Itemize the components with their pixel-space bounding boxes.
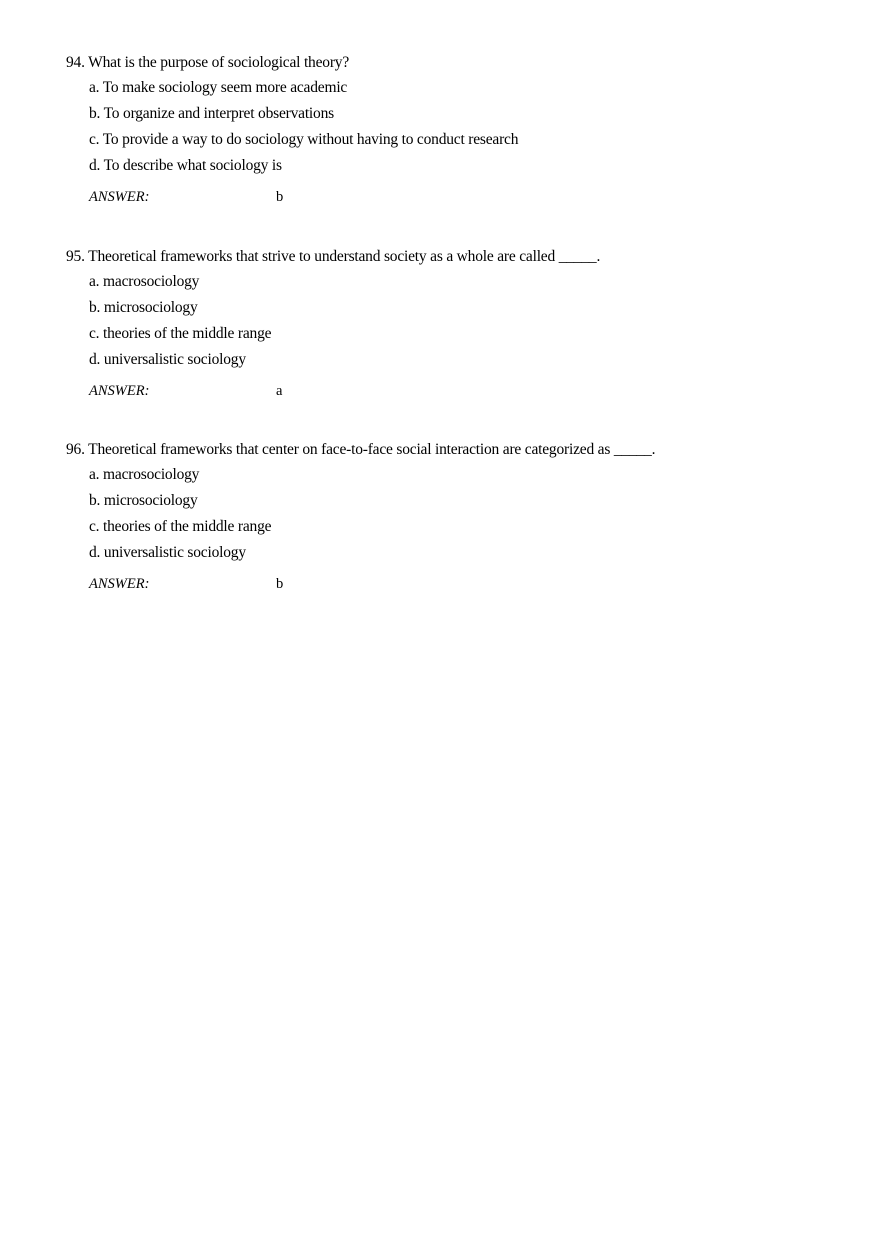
choice-d: d. To describe what sociology is (89, 157, 282, 174)
answer-label: ANSWER: (89, 576, 150, 592)
answer-label: ANSWER: (89, 189, 150, 205)
answer-label: ANSWER: (89, 383, 150, 399)
question-stem: 96. Theoretical frameworks that center on face-to-face social interaction are categorized as _____. (66, 441, 656, 458)
choice-b: b. To organize and interpret observations (89, 105, 334, 122)
answer-row (66, 187, 846, 209)
question-stem: 95. Theoretical frameworks that strive to understand society as a whole are called _____. (66, 248, 601, 265)
choice-a: a. macrosociology (89, 466, 200, 483)
question-stem: 94. What is the purpose of sociological theory? (66, 54, 350, 71)
answer-row (66, 574, 846, 596)
choice-list (66, 465, 846, 569)
choice-b: b. microsociology (89, 492, 198, 509)
choice-c: c. theories of the middle range (89, 325, 272, 342)
choice-a: a. macrosociology (89, 273, 200, 290)
answer-value: b (276, 576, 284, 592)
answer-value: b (276, 189, 284, 205)
choice-list (66, 272, 846, 376)
choice-d: d. universalistic sociology (89, 544, 246, 561)
choice-b: b. microsociology (89, 299, 198, 316)
answer-value: a (276, 383, 283, 399)
question-96 (66, 440, 846, 596)
choice-list (66, 78, 846, 182)
question-94 (66, 53, 846, 209)
answer-row (66, 381, 846, 403)
question-95 (66, 247, 846, 403)
choice-c: c. theories of the middle range (89, 518, 272, 535)
choice-d: d. universalistic sociology (89, 351, 246, 368)
choice-a: a. To make sociology seem more academic (89, 79, 348, 96)
choice-c: c. To provide a way to do sociology without having to conduct research (89, 131, 519, 148)
